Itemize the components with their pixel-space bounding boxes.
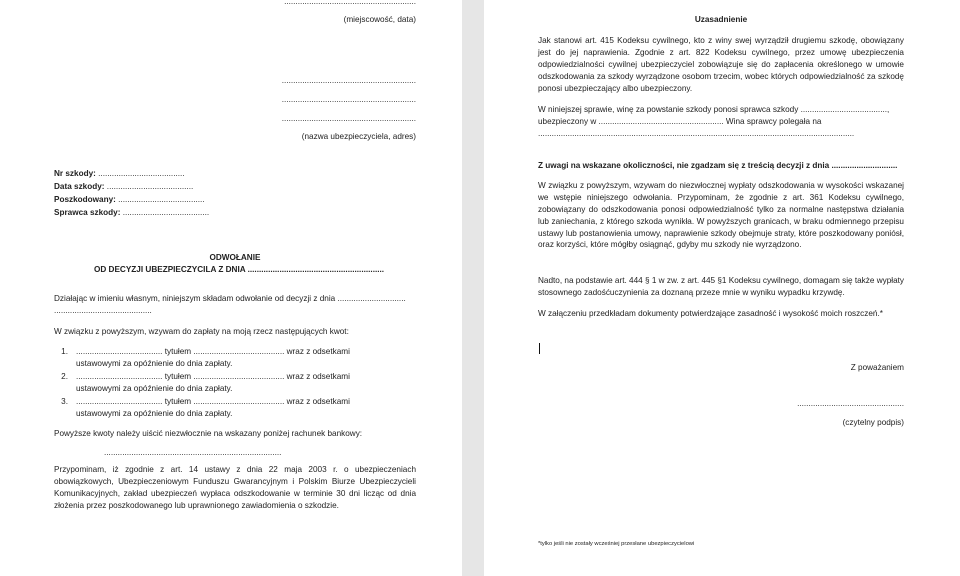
bank-account-dots[interactable]: .............................................................................. [104,448,282,457]
signature-caption: (czytelny podpis) [842,418,904,427]
item-number: 1. [61,347,68,356]
justification-heading: Uzasadnienie [694,15,748,24]
item-number: 3. [61,397,68,406]
fault-dots[interactable]: ........................................................................................................................................... [538,128,855,138]
list-item [54,346,416,370]
item-interest: ustawowymi za opóźnienie do dnia zapłaty. [76,383,233,393]
insurer-line-1[interactable]: ........................................................... [281,76,416,85]
paragraph-fault [538,104,904,140]
paragraph-compensation: W związku z powyższym, wzywam do niezwłocznej wypłaty odszkodowania w wysokości wskazanej we wstępie niniejszego odwołania. Przypominam, że zgodnie z art. 361 Kodeksu cywilnego, zobowiązany do odszkodowania ponosi odpowiedzialność tylko za normalne następstwa działania lub zaniechania, z którego szkoda wynikła. W powyższych granicach, w braku odmiennego przepisu ustawy lub postanowienia umowy, naprawienie szkody obejmuje straty, które poszkodowany poniósł, oraz korzyści, które mógłby osiągnąć, gdyby mu szkody nie wyrządzono. [538,181,904,250]
item-number: 2. [61,372,68,381]
field-injured-party[interactable] [54,194,205,206]
insurer-line-2[interactable]: ........................................................... [281,95,416,104]
list-item [54,371,416,395]
item-line[interactable]: ...................................... tytułem ........................................ wraz z odsetkami [76,397,350,406]
item-interest: ustawowymi za opóźnienie do dnia zapłaty. [76,408,233,418]
field-dots[interactable]: ...................................... [98,169,185,178]
signature-dots[interactable]: ............................................... [797,399,904,408]
field-label: Data szkody: [54,182,105,191]
insurer-line-3[interactable]: ........................................................... [281,114,416,123]
bank-account-text: Powyższe kwoty należy uiścić niezwłocznie na wskazany poniżej rachunek bankowy: [54,429,363,438]
place-date-caption: (miejscowość, data) [343,15,416,24]
footnote: *tylko jeśli nie zostały wcześniej przesłane ubezpieczycielowi [538,541,695,547]
item-line[interactable]: ...................................... tytułem ........................................ wraz z odsetkami [76,347,350,356]
field-label: Poszkodowany: [54,195,116,204]
field-damage-date[interactable] [54,181,193,193]
field-claim-number[interactable] [54,168,185,180]
document-page-left [0,0,462,576]
field-dots[interactable]: ...................................... [122,208,210,217]
paragraph-liability: Jak stanowi art. 415 Kodeksu cywilnego, kto z winy swej wyrządził drugiemu szkodę, obowiązany jest do jej naprawienia. Zgodnie z art. 822 Kodeksu cywilnego, przez umowę ubezpieczenia odpowiedzialności cywilnej ubezpieczyciel zobowiązuje się do zapłacenia określonego w umowie odszkodowania za szkody wyrządzone osobom trzecim, wobec których odpowiedzialność za szkodę ponosi ubezpieczający albo ubezpieczony. [538,36,904,93]
item-interest: ustawowymi za opóźnienie do dnia zapłaty. [76,358,233,368]
field-dots[interactable]: ...................................... [118,195,205,204]
document-subtitle: OD DECYZJI UBEZPIECZYCILA Z DNIA ............................................................ [94,265,385,274]
item-line[interactable]: ...................................... tytułem ........................................ wraz z odsetkami [76,372,350,381]
intro-line-1: Działając w imieniu własnym, niniejszym składam odwołanie od decyzji z dnia .............................. [54,294,406,303]
place-date-dots[interactable]: .......................................................... [284,0,416,6]
intro-paragraph [54,293,416,317]
intro-line-2[interactable]: ........................................... [54,305,152,315]
fault-line-2[interactable]: ubezpieczony w ....................................................... Wina sprawcy polegała na [538,116,822,126]
insurer-caption: (nazwa ubezpieczyciela, adres) [301,132,416,141]
fault-line-1[interactable]: W niniejszej sprawie, winę za powstanie szkody ponosi sprawca szkody ......................................, [538,105,890,114]
paragraph-attachments: W załączeniu przedkładam dokumenty potwierdzające zasadność i wysokość moich roszczeń.* [538,309,883,318]
closing-text: Z poważaniem [850,363,904,372]
field-perpetrator[interactable] [54,207,209,219]
reminder-paragraph: Przypominam, iż zgodnie z art. 14 ustawy z dnia 22 maja 2003 r. o ubezpieczeniach obowiązkowych, Ubezpieczeniowym Funduszu Gwarancyjnym i Polskim Biurze Ubezpieczycieli Komunikacyjnych, zakład ubezpieczeń wypłaca odszkodowanie w terminie 30 dni licząc od dnia złożenia przez poszkodowanego lub uprawnionego zawiadomienia o szkodzie. [54,465,416,510]
text-cursor [539,343,540,354]
field-label: Sprawca szkody: [54,208,121,217]
paragraph-redress: Nadto, na podstawie art. 444 § 1 w zw. z art. 445 §1 Kodeksu cywilnego, domagam się także wypłaty stosownego zadośćuczynienia za doznaną przeze mnie w wyniku wypadku krzywdę. [538,276,904,297]
field-label: Nr szkody: [54,169,96,178]
field-dots[interactable]: ...................................... [106,182,194,191]
disagreement-line: Z uwagi na wskazane okoliczności, nie zgadzam się z treścią decyzji z dnia ............................. [538,161,898,170]
document-page-right [484,0,960,576]
document-title: ODWOŁANIE [209,253,261,262]
list-item [54,396,416,420]
demand-text: W związku z powyższym, wzywam do zapłaty na moją rzecz następujących kwot: [54,327,349,336]
